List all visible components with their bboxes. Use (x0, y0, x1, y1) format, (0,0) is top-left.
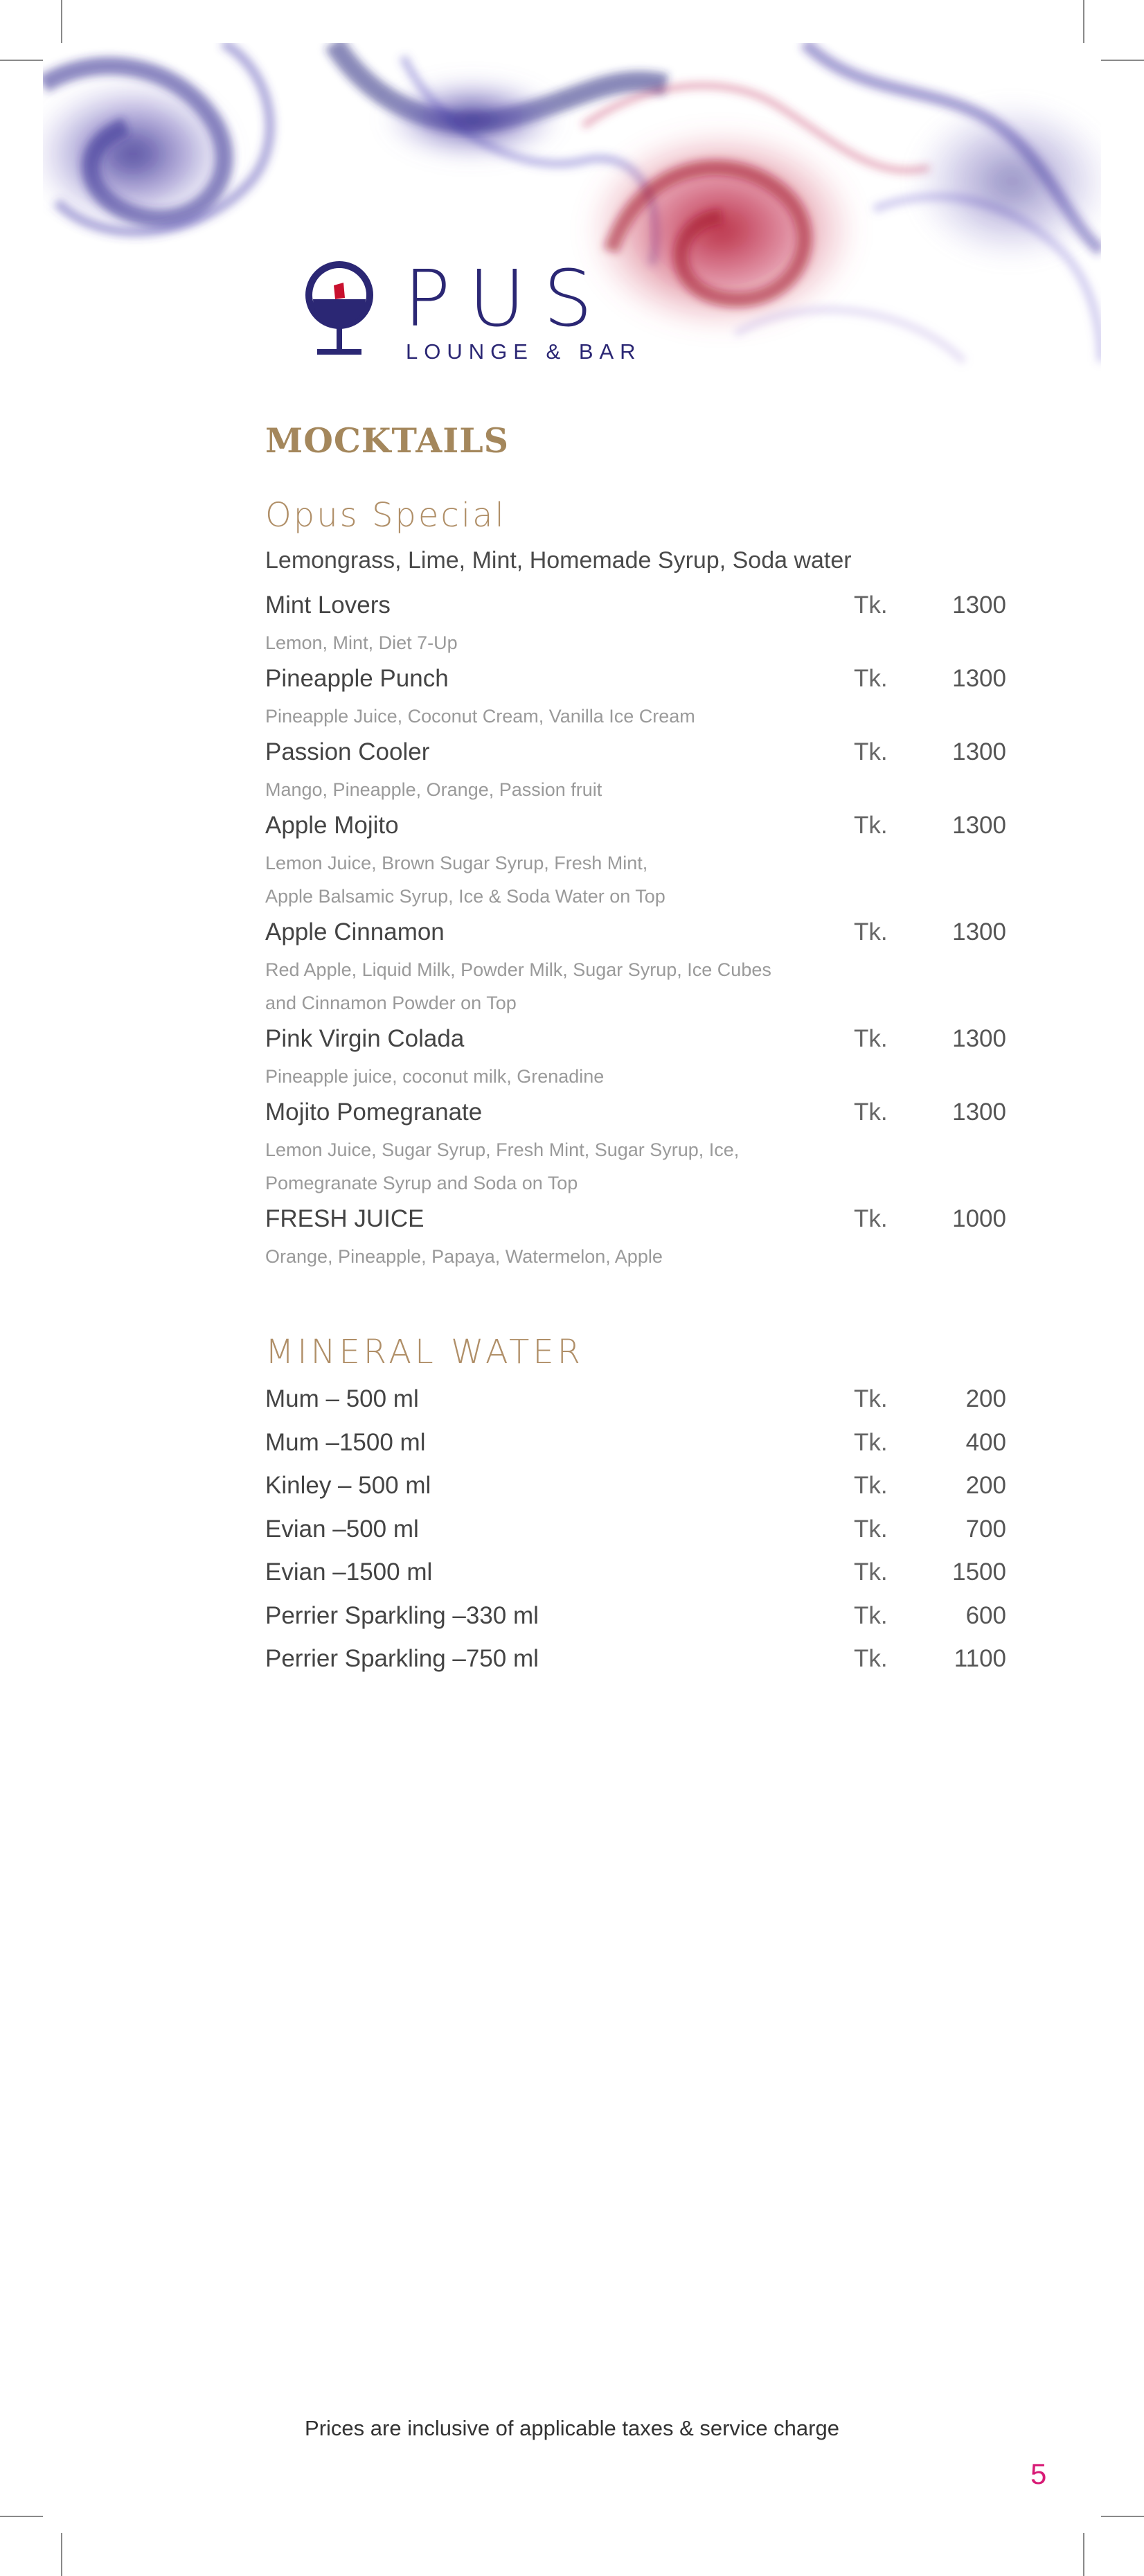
item-description-line: Orange, Pineapple, Papaya, Watermelon, Apple (265, 1246, 663, 1267)
item-description-line: Pomegranate Syrup and Soda on Top (265, 1173, 578, 1193)
section-title-mineral-water: MINERAL WATER (265, 1333, 584, 1371)
menu-item (265, 1640, 1006, 1683)
logo-wordmark: PUS (404, 254, 611, 344)
crop-mark (61, 2533, 62, 2576)
item-price: 1300 (952, 665, 1006, 692)
price-footnote: Prices are inclusive of applicable taxes & service charge (305, 2416, 839, 2440)
item-name: Passion Cooler (265, 738, 430, 765)
item-description (265, 773, 1006, 806)
item-description-line: Lemon Juice, Brown Sugar Syrup, Fresh Mint, (265, 853, 648, 873)
item-currency: Tk. (854, 738, 888, 765)
item-currency: Tk. (854, 918, 888, 945)
item-price: 1300 (952, 812, 1006, 839)
item-description-line: Lemon, Mint, Diet 7-Up (265, 632, 458, 653)
item-price: 1300 (952, 592, 1006, 619)
crop-mark (1101, 2516, 1144, 2517)
item-name: Evian –1500 ml (265, 1558, 433, 1585)
item-currency: Tk. (854, 1515, 888, 1543)
item-price: 200 (965, 1385, 1006, 1412)
menu-item (265, 1200, 1006, 1273)
crop-mark (61, 0, 62, 43)
item-price: 1100 (954, 1645, 1006, 1672)
crop-mark (1101, 60, 1144, 61)
item-currency: Tk. (854, 592, 888, 619)
menu-item (265, 1597, 1006, 1640)
item-description-line: Pineapple juice, coconut milk, Grenadine (265, 1066, 605, 1087)
crop-mark (0, 2516, 43, 2517)
item-description (265, 846, 1006, 913)
item-price: 1000 (952, 1205, 1006, 1232)
menu-item (265, 1466, 1006, 1510)
item-description (265, 1240, 1006, 1273)
opus-special-title: Opus Special (265, 496, 506, 535)
item-name: Mojito Pomegranate (265, 1099, 483, 1126)
menu-item (265, 1553, 1006, 1597)
menu-item (265, 913, 1006, 1020)
menu-item (265, 1020, 1006, 1093)
item-currency: Tk. (854, 812, 888, 839)
item-price: 1300 (952, 1099, 1006, 1126)
wine-glass-icon (303, 258, 379, 368)
item-name: Pink Virgin Colada (265, 1025, 465, 1052)
page-number: 5 (1030, 2458, 1047, 2490)
item-price: 200 (965, 1472, 1006, 1499)
item-name: FRESH JUICE (265, 1205, 424, 1232)
item-description-line: Mango, Pineapple, Orange, Passion fruit (265, 779, 602, 800)
menu-item (265, 1380, 1006, 1423)
menu-item (265, 806, 1006, 913)
mocktail-list (265, 586, 1006, 1273)
smoke-illustration (43, 43, 1101, 431)
menu-item (265, 1510, 1006, 1554)
logo-tagline: LOUNGE & BAR (406, 339, 642, 364)
item-price: 1300 (952, 918, 1006, 945)
item-price: 600 (965, 1601, 1006, 1629)
item-price: 1300 (952, 738, 1006, 765)
item-name: Evian –500 ml (265, 1515, 419, 1543)
item-currency: Tk. (854, 1025, 888, 1052)
item-currency: Tk. (854, 1385, 888, 1412)
item-currency: Tk. (854, 1601, 888, 1629)
item-description-line: Pineapple Juice, Coconut Cream, Vanilla Ice Cream (265, 706, 695, 727)
crop-mark (1083, 0, 1084, 43)
item-name: Pineapple Punch (265, 665, 449, 692)
item-name: Mum – 500 ml (265, 1385, 419, 1412)
item-description-line: Red Apple, Liquid Milk, Powder Milk, Sugar Syrup, Ice Cubes (265, 959, 771, 980)
menu-item (265, 586, 1006, 659)
item-description (265, 953, 1006, 1020)
item-price: 700 (965, 1515, 1006, 1543)
menu-item (265, 659, 1006, 733)
smoke-banner (43, 43, 1101, 431)
section-title-mocktails: MOCKTAILS (265, 420, 510, 461)
item-name: Apple Mojito (265, 812, 399, 839)
item-name: Mint Lovers (265, 592, 391, 619)
opus-special-description: Lemongrass, Lime, Mint, Homemade Syrup, Soda water (265, 547, 852, 574)
item-description-line: and Cinnamon Powder on Top (265, 993, 517, 1013)
item-name: Apple Cinnamon (265, 918, 445, 945)
mineral-water-list (265, 1380, 1006, 1683)
item-price: 1500 (952, 1558, 1006, 1585)
menu-item (265, 1093, 1006, 1200)
item-name: Perrier Sparkling –750 ml (265, 1645, 539, 1672)
item-currency: Tk. (854, 1205, 888, 1232)
item-name: Mum –1500 ml (265, 1428, 426, 1456)
item-price: 400 (965, 1428, 1006, 1456)
item-description (265, 1133, 1006, 1200)
item-name: Perrier Sparkling –330 ml (265, 1601, 539, 1629)
item-currency: Tk. (854, 1472, 888, 1499)
item-currency: Tk. (854, 1428, 888, 1456)
crop-mark (0, 60, 43, 61)
item-description-line: Lemon Juice, Sugar Syrup, Fresh Mint, Sugar Syrup, Ice, (265, 1139, 740, 1160)
crop-mark (1083, 2533, 1084, 2576)
item-currency: Tk. (854, 1558, 888, 1585)
item-currency: Tk. (854, 1645, 888, 1672)
opus-logo (303, 254, 650, 368)
item-description (265, 700, 1006, 733)
item-description (265, 1060, 1006, 1093)
item-currency: Tk. (854, 665, 888, 692)
item-description-line: Apple Balsamic Syrup, Ice & Soda Water on Top (265, 886, 665, 907)
item-currency: Tk. (854, 1099, 888, 1126)
menu-item (265, 733, 1006, 806)
item-description (265, 626, 1006, 659)
item-name: Kinley – 500 ml (265, 1472, 431, 1499)
item-price: 1300 (952, 1025, 1006, 1052)
menu-item (265, 1423, 1006, 1467)
